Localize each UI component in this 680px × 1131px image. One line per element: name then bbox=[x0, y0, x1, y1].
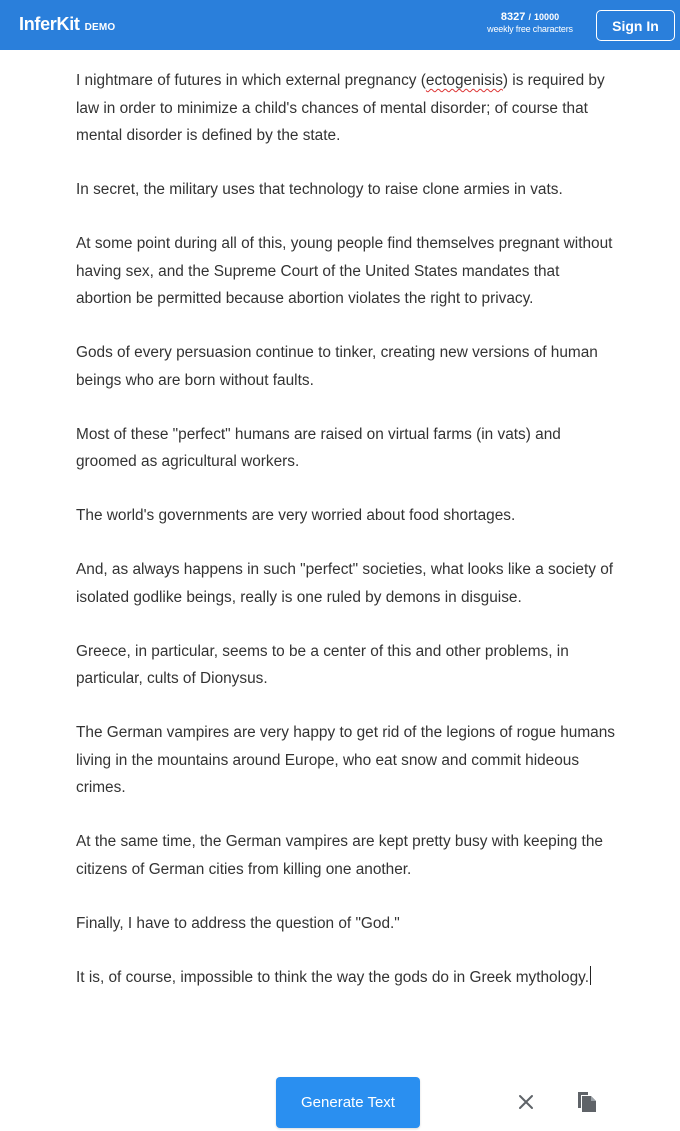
top-bar bbox=[0, 0, 680, 50]
paragraph-10: At the same time, the German vampires are kept pretty busy with keeping the citizens of German cities from killing one another. bbox=[76, 833, 603, 878]
paragraph-6: The world's governments are very worried about food shortages. bbox=[76, 507, 516, 524]
paragraph-12-text: It is, of course, impossible to think the way the gods do in Greek mythology. bbox=[76, 968, 589, 986]
paragraph-12 bbox=[76, 964, 616, 992]
close-icon bbox=[518, 1094, 534, 1110]
demo-badge: DEMO bbox=[84, 22, 116, 33]
paragraph-5: Most of these "perfect" humans are raised on virtual farms (in vats) and groomed as agricultural workers. bbox=[76, 425, 561, 470]
paragraph-8: Greece, in particular, seems to be a center of this and other problems, in particular, cults of Dionysus. bbox=[76, 642, 569, 687]
brand-name[interactable]: InferKit bbox=[19, 14, 80, 34]
paragraph-4: Gods of every persuasion continue to tinker, creating new versions of human beings who are born without faults. bbox=[76, 344, 598, 389]
paragraph-1 bbox=[76, 67, 616, 150]
quota-caption: weekly free characters bbox=[487, 23, 573, 34]
misspelled-word[interactable]: ectogenisis bbox=[425, 72, 503, 89]
paragraph-3: At some point during all of this, young people find themselves pregnant without having sex, and the Supreme Court of the United States mandates that abortion be permitted because abortion violates the right to privacy. bbox=[76, 235, 613, 307]
text-cursor bbox=[590, 966, 591, 985]
sign-in-button[interactable]: Sign In bbox=[596, 10, 675, 41]
clear-button[interactable] bbox=[513, 1089, 539, 1115]
paragraph-2: In secret, the military uses that technology to raise clone armies in vats. bbox=[76, 181, 563, 198]
paragraph-9: The German vampires are very happy to get rid of the legions of rogue humans living in the mountains around Europe, who eat snow and commit hideous crimes. bbox=[76, 724, 615, 796]
quota-used: 8327 bbox=[500, 11, 526, 23]
paragraph-7: And, as always happens in such "perfect" societies, what looks like a society of isolated godlike beings, really is one ruled by demons in disguise. bbox=[76, 561, 614, 606]
character-quota bbox=[470, 11, 590, 34]
quota-limit: 10000 bbox=[534, 12, 560, 22]
paragraph-11: Finally, I have to address the question of "God." bbox=[76, 914, 400, 932]
copy-button[interactable] bbox=[574, 1089, 600, 1115]
brand-logo[interactable] bbox=[19, 14, 115, 35]
paragraph-1-end: ) is required by law in order to minimize a child's chances of mental disorder; of course that mental disorder is defined by the state. bbox=[76, 72, 605, 144]
text-editor[interactable] bbox=[76, 67, 616, 1018]
generate-text-button[interactable]: Generate Text bbox=[276, 1077, 420, 1128]
copy-icon bbox=[576, 1091, 598, 1113]
paragraph-1-start: I nightmare of futures in which external pregnancy ( bbox=[76, 72, 426, 89]
quota-separator: / bbox=[528, 12, 531, 22]
